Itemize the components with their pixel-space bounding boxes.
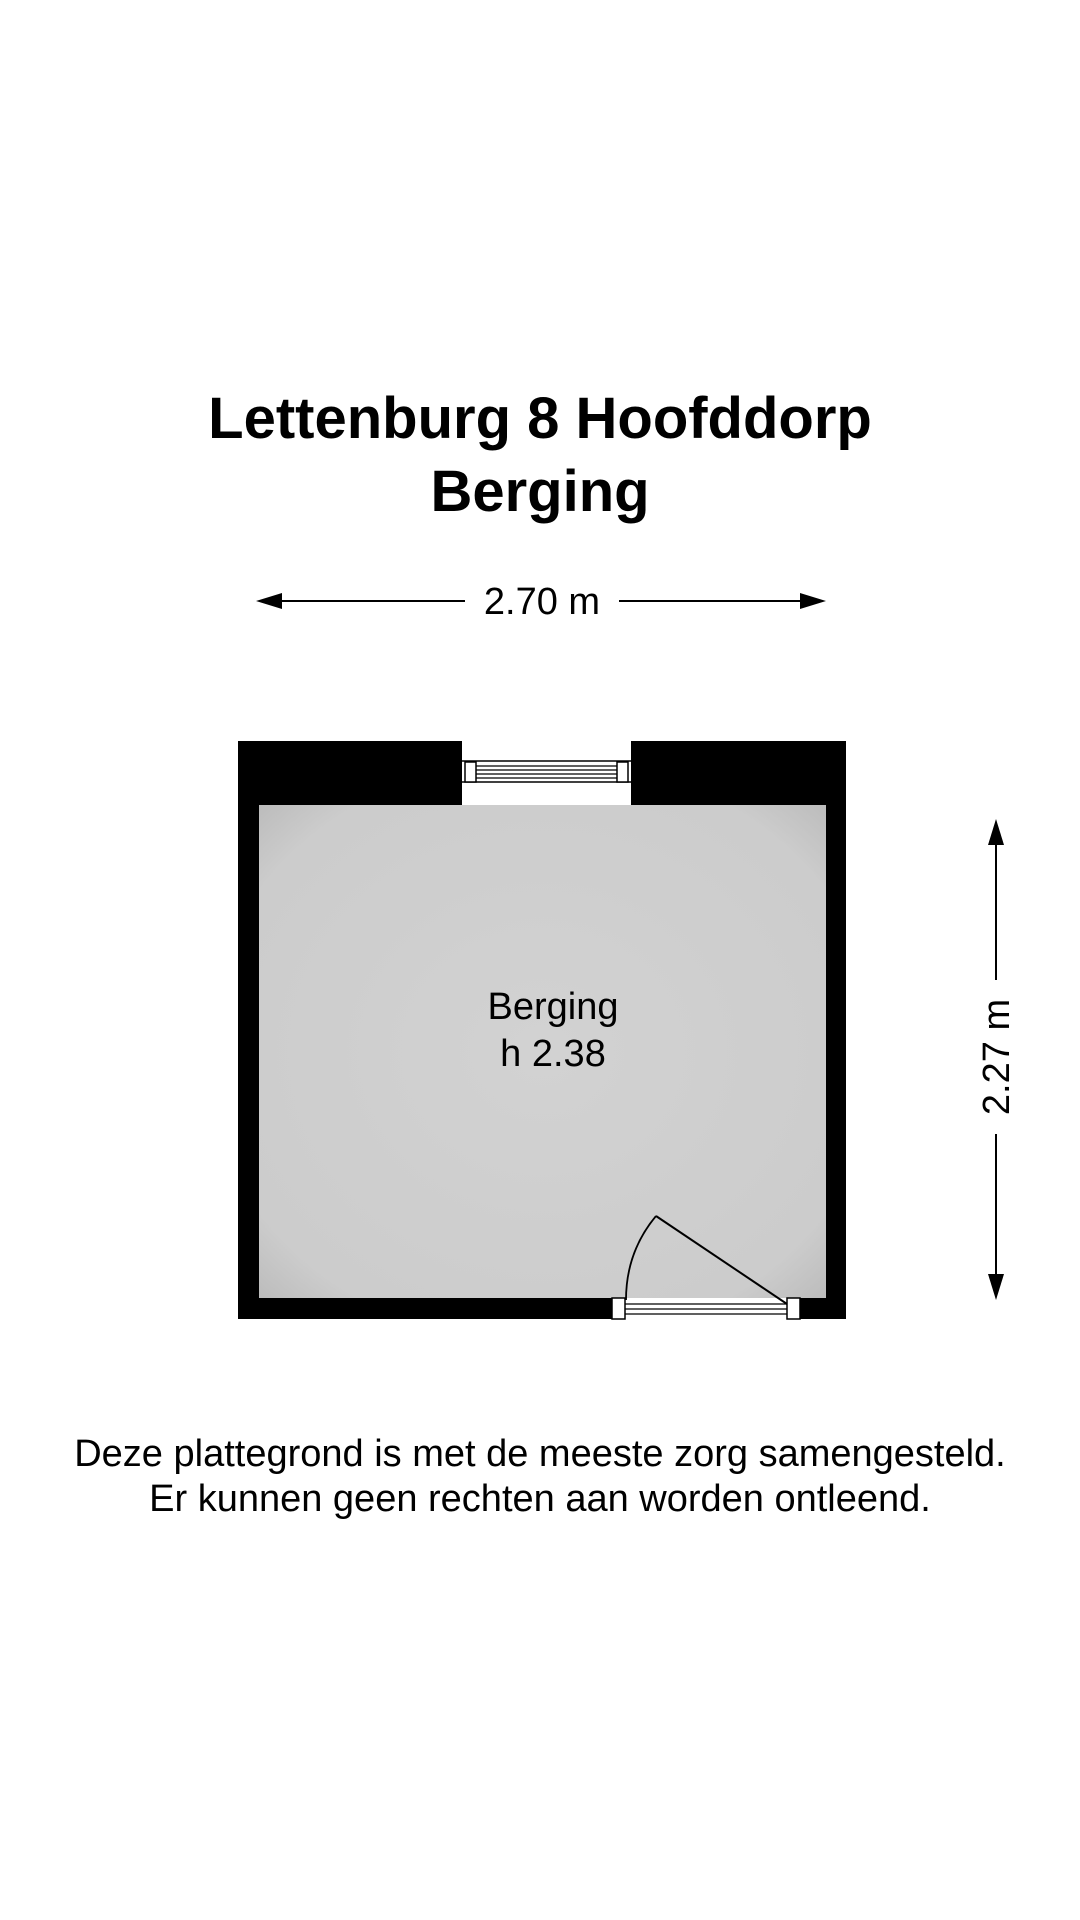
room-height-label: h 2.38 <box>500 1033 606 1075</box>
window-opening <box>462 741 631 805</box>
disclaimer-line-1: Deze plattegrond is met de meeste zorg samengesteld. <box>74 1433 1006 1475</box>
room-name-label: Berging <box>487 986 619 1028</box>
width-label: 2.70 m <box>483 581 601 623</box>
arrow-up-icon <box>988 819 1004 845</box>
arrow-left-icon <box>256 593 282 609</box>
disclaimer <box>0 1432 1080 1522</box>
width-dimension <box>256 581 826 623</box>
depth-label: 2.27 m <box>976 998 1018 1116</box>
depth-dimension <box>976 819 1018 1300</box>
arrow-down-icon <box>988 1274 1004 1300</box>
address-title: Lettenburg 8 Hoofddorp <box>208 386 872 451</box>
arrow-right-icon <box>800 593 826 609</box>
window-top <box>462 741 631 805</box>
disclaimer-line-2: Er kunnen geen rechten aan worden ontleend. <box>149 1478 931 1520</box>
floor-title: Berging <box>430 459 650 524</box>
